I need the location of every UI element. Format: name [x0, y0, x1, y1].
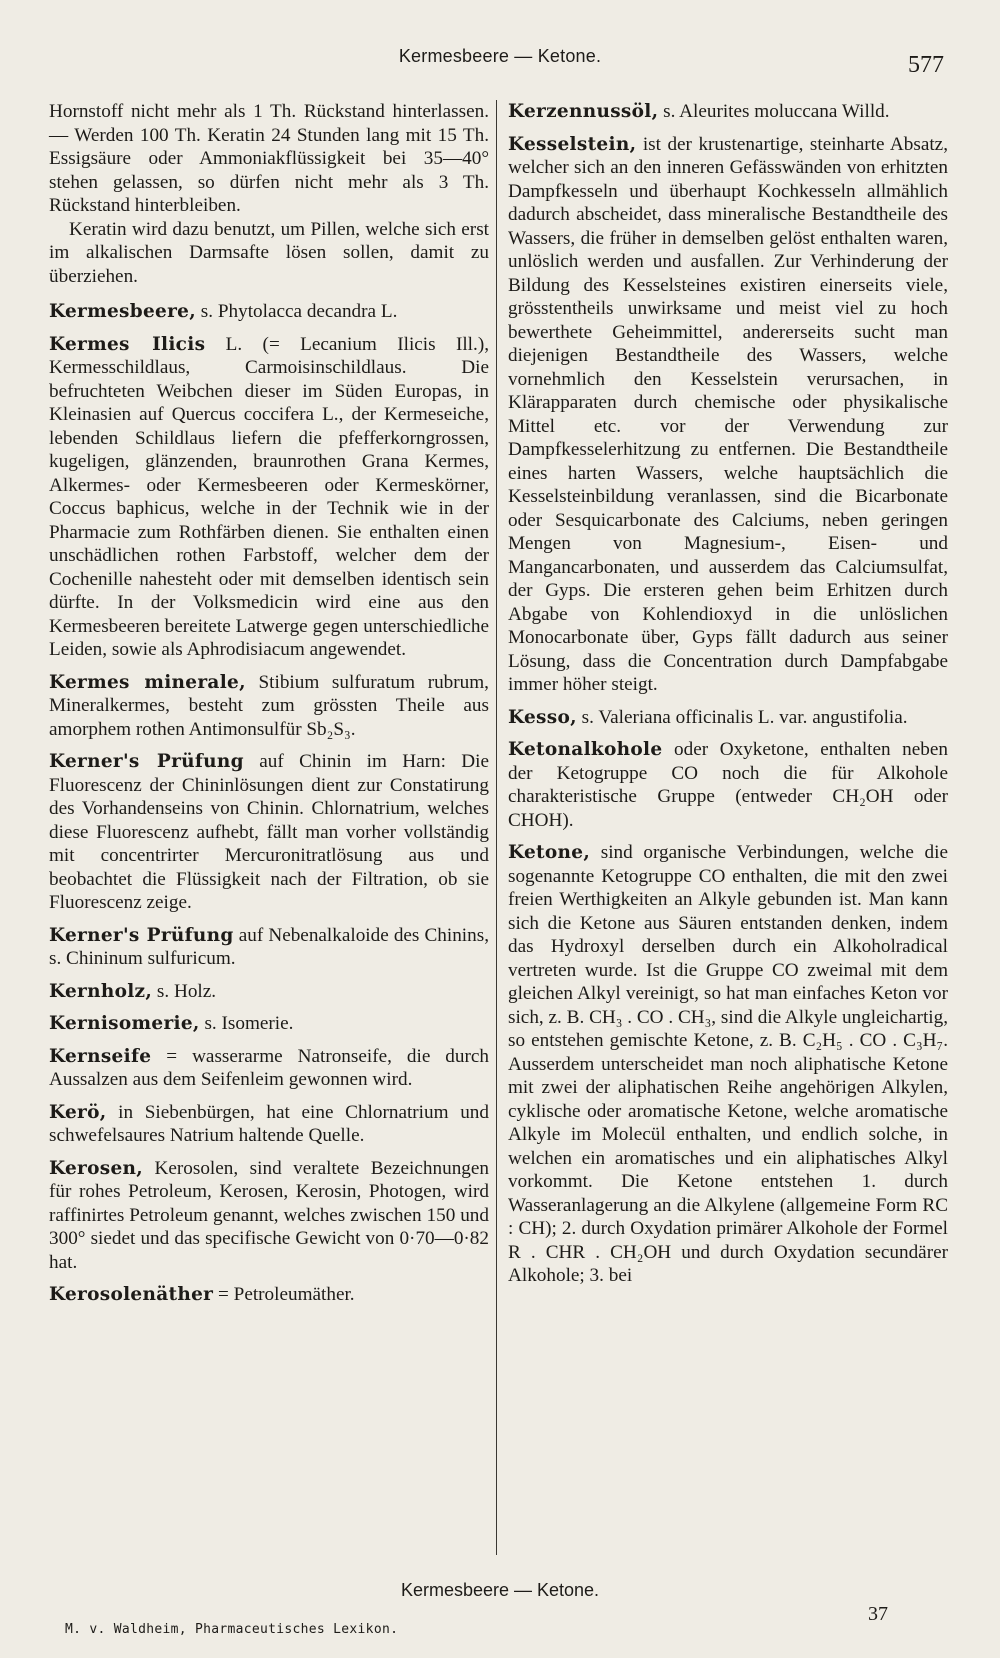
entry-headword: Kerö,	[49, 1101, 107, 1123]
entry-headword: Kermes Ilicis	[49, 333, 206, 355]
entry-keroe	[49, 1101, 489, 1148]
entry-headword: Kerzennussöl,	[508, 101, 659, 122]
entry-kerzennussoel	[508, 100, 948, 124]
entry-kermes-minerale	[49, 671, 489, 742]
entry-text: s. Isomerie.	[199, 1013, 294, 1034]
entry-text: s. Aleurites moluccana Willd.	[658, 101, 890, 122]
entry-kermesbeere	[49, 300, 489, 324]
entry-kermes-ilicis	[49, 333, 489, 662]
entry-headword: Kermesbeere,	[49, 301, 196, 322]
entry-headword: Kerosolenäther	[49, 1284, 214, 1305]
entry-text: s. Phytolacca decandra L.	[195, 301, 398, 322]
entry-kernisomerie	[49, 1012, 489, 1036]
running-foot: Kermesbeere — Ketone.	[400, 1580, 600, 1600]
entry-headword: Kernisomerie,	[49, 1013, 200, 1034]
entry-kerosolenaether	[49, 1283, 489, 1307]
running-head: Kermesbeere — Ketone.	[398, 46, 602, 66]
entry-kerosen	[49, 1157, 489, 1275]
entry-ketone	[508, 841, 948, 1288]
entry-text: s. Holz.	[152, 980, 217, 1002]
entry-text: auf Nebenalkaloide des Chinins, s. Chininum sulfuricum.	[49, 924, 489, 969]
entry-kesselstein	[508, 133, 948, 697]
entry-headword: Kerner's Prüfung	[49, 924, 234, 946]
entry-headword: Kesselstein,	[508, 133, 637, 155]
entry-text: s. Valeriana officinalis L. var. angustifolia.	[576, 706, 908, 728]
entry-headword: Kermes minerale,	[49, 671, 246, 693]
entry-headword: Kernholz,	[49, 980, 153, 1002]
entry-kesso	[508, 706, 948, 730]
entry-headword: Ketone,	[508, 842, 591, 863]
entry-ketonalkohole	[508, 738, 948, 832]
entry-text: = wasserarme Natronseife, die durch Aussalzen aus dem Seifenleim gewonnen wird.	[49, 1045, 489, 1090]
entry-headword: Kerner's Prüfung	[49, 751, 244, 772]
entry-text: L. (= Lecanium Ilicis Ill.), Kermesschildlaus, Carmoisinschildlaus. Die befruchteten Weibchen dieser im Süden Europas, in Kleinasien auf Quercus coccifera L., der Kermeseiche, lebenden Schildlaus liefern die pfefferkorngrossen, kugeligen, glänzenden, braunrothen Grana Kermes, Alkermes- oder Kermesbeeren oder Kermeskörner, Coccus baphicus, welche in der Technik wie in der Pharmacie zum Rothfärben dienen. Sie enthalten einen unschädlichen rothen Farbstoff, welcher dem der Cochenille nahesteht oder mit demselben identisch sein dürfte. In der Volksmedicin wird eine aus den Kermesbeeren bereitete Latwerge gegen unterschiedliche Leiden, sowie als Aphrodisiacum angewendet.	[49, 333, 489, 660]
entry-headword: Kernseife	[49, 1045, 152, 1067]
entry-headword: Ketonalkohole	[508, 739, 663, 760]
right-column	[508, 100, 948, 1288]
entry-headword: Kesso,	[508, 706, 577, 728]
entry-kernholz	[49, 980, 489, 1004]
entry-kerners-pruefung-nebenalkaloide	[49, 924, 489, 971]
entry-text: oder Oxyketone, enthalten neben der Ketogruppe CO noch die für Alkohole charakteristische Gruppe (entweder CH₂OH oder CHOH).	[508, 739, 948, 831]
entry-text: Stibium sulfuratum rubrum, Mineralkermes, besteht zum grössten Theile aus amorphem rothen Antimonsulfür Sb₂S₃.	[49, 671, 489, 740]
continued-paragraph: Keratin wird dazu benutzt, um Pillen, welche sich erst im alkalischen Darmsafte lösen sollen, damit zu überziehen.	[49, 218, 489, 287]
entry-text: sind organische Verbindungen, welche die sogenannte Ketogruppe CO enthalten, die mit den zwei freien Werthigkeiten an Alkyle gebunden ist. Man kann sich die Ketone aus Säuren entstanden denken, indem das Hydroxyl derselben durch ein Alkoholradical vertreten wurde. Ist die Gruppe CO zweimal mit dem gleichen Alkyl vereinigt, so hat man einfaches Keton vor sich, z. B. CH₃ . CO . CH₃, sind die Alkyle ungleichartig, so entstehen gemischte Ketone, z. B. C₂H₅ . CO . C₃H₇. Ausserdem unterscheidet man noch aliphatische Ketone mit zwei der aliphatischen Reihe angehörigen Alkylen, cyklische oder aromatische Ketone, welche aromatische Alkyle im Molecül enthalten, und endlich solche, in welchen ein aromatisches und ein aliphatisches Alkyl vorkommt. Die Ketone entstehen 1. durch Wasseranlagerung an die Alkylene (allgemeine Form RC : CH); 2. durch Oxydation primärer Alkohole der Formel R . CHR . CH₂OH und durch Oxydation secundärer Alkohole; 3. bei	[508, 842, 948, 1286]
entry-text: = Petroleumäther.	[213, 1284, 355, 1305]
entry-headword: Kerosen,	[49, 1157, 144, 1179]
left-column	[49, 100, 489, 1316]
continued-paragraph: Hornstoff nicht mehr als 1 Th. Rückstand hinterlassen. — Werden 100 Th. Keratin 24 Stunden lang mit 15 Th. Essigsäure oder Ammoniakflüssigkeit bei 35—40° stehen gelassen, so dürfen nicht mehr als 3 Th. Rückstand hinterbleiben.	[49, 101, 489, 216]
page-number: 577	[908, 52, 944, 78]
entry-kerners-pruefung-harn	[49, 750, 489, 915]
signature-mark: 37	[868, 1603, 888, 1625]
entry-text: ist der krustenartige, steinharte Absatz, welcher sich an den inneren Gefässwänden von erhitzten Dampfkesseln und überhaupt Kochkesseln allmählich dadurch abscheidet, dass mineralische Bestandtheile des Wassers, die früher in demselben gelöst enthalten waren, unlöslich werden und ausfallen. Zur Verhinderung der Bildung des Kesselsteines existiren einerseits viele, grösstentheils unwirksame und meist viel zu hoch bewerthete Geheimmittel, andererseits sucht man diejenigen Bestandtheile des Wassers, welche vornehmlich den Kesselstein verursachen, in Klärapparaten durch chemische oder physikalische Mittel etc. vor der Verwendung zur Dampfkesselerhitzung zu entfernen. Die Bestandtheile eines harten Wassers, welche hauptsächlich die Kesselsteinbildung veranlassen, sind die Bicarbonate oder Sesquicarbonate des Calciums, neben geringen Mengen von Magnesium-, Eisen- und Mangancarbonaten, und ausserdem das Calciumsulfat, der Gyps. Die ersteren gehen beim Erhitzen durch Abgabe von Kohlendioxyd in die unlöslichen Monocarbonate über, Gyps fällt dadurch aus seiner Lösung, dass die Concentration durch Dampfabgabe immer höher steigt.	[508, 133, 948, 695]
entry-text: in Siebenbürgen, hat eine Chlornatrium und schwefelsaures Natrium haltende Quelle.	[49, 1101, 489, 1146]
publisher-imprint: M. v. Waldheim, Pharmaceutisches Lexikon.	[65, 1622, 399, 1637]
entry-text: auf Chinin im Harn: Die Fluorescenz der Chininlösungen dient zur Constatirung des Vorhandenseins von Chinin. Chlornatrium, welches diese Fluorescenz aufhebt, fällt man vorher vollständig mit concentrirter Mercuronitratlösung aus und beobachtet die Flüssigkeit nach der Filtration, ob sie Fluorescenz zeige.	[49, 751, 489, 913]
entry-kernseife	[49, 1045, 489, 1092]
column-divider	[496, 100, 497, 1555]
entry-text: Kerosolen, sind veraltete Bezeichnungen für rohes Petroleum, Kerosen, Kerosin, Photogen, wird raffinirtes Petroleum genannt, welches zwischen 150 und 300° siedet und das specifische Gewicht von 0·70—0·82 hat.	[49, 1157, 489, 1273]
